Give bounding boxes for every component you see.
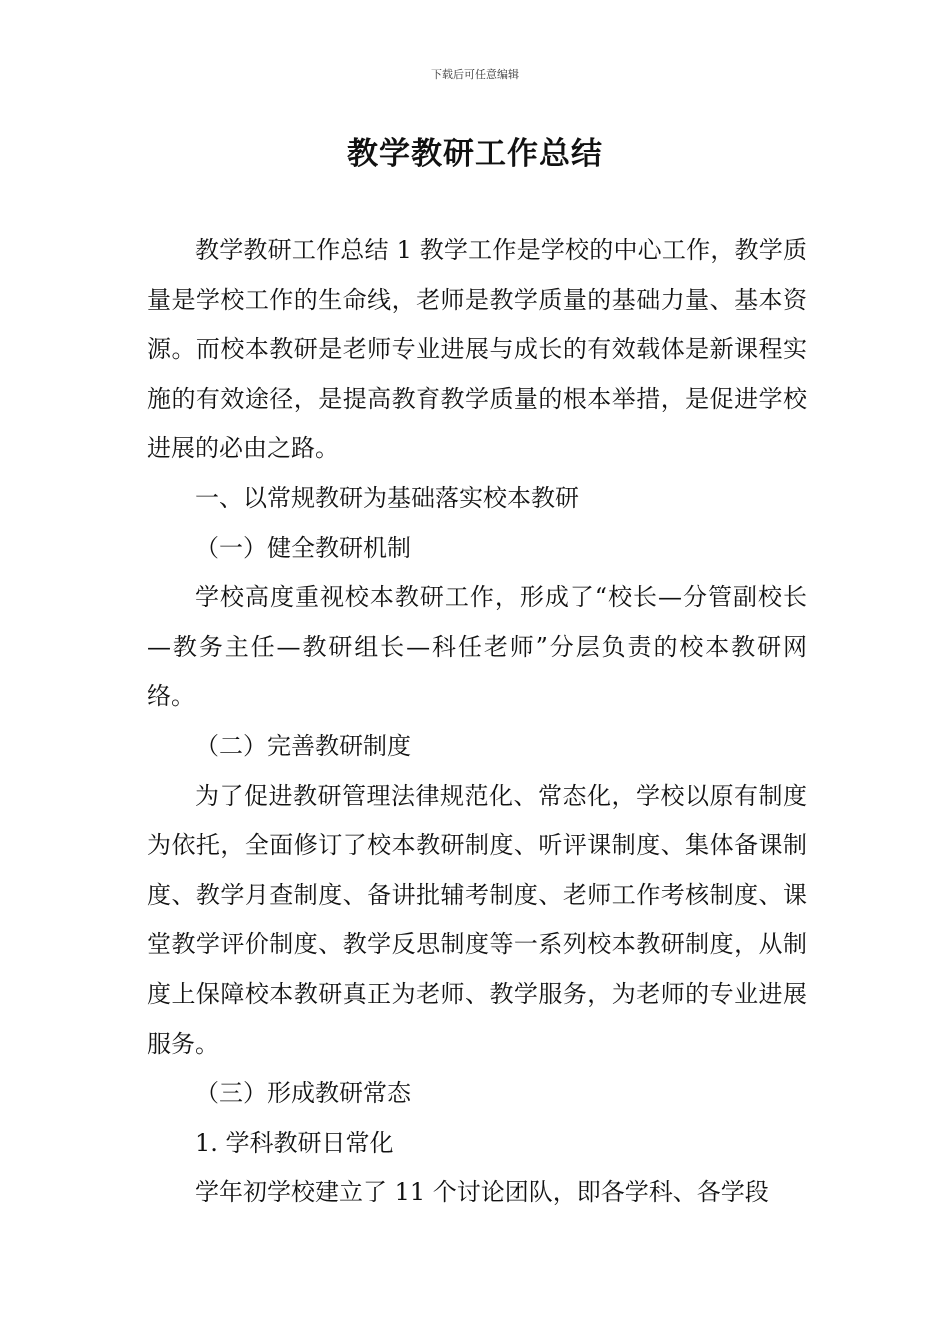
- paragraph-mechanism: 学校高度重视校本教研工作，形成了“校长—分管副校长—教务主任—教研组长—科任老师”分层负责的校本教研网络。: [147, 583, 807, 711]
- paragraph-intro: 教学教研工作总结 1 教学工作是学校的中心工作，教学质量是学校工作的生命线，老师是教学质量的基础力量、基本资源。而校本教研是老师专业进展与成长的有效载体是新课程实施的有效途径，是提高教育教学质量的根本举措，是促进学校进展的必由之路。: [147, 236, 807, 463]
- section-heading-1: 一、以常规教研为基础落实校本教研: [195, 483, 579, 512]
- paragraph-system: 为了促进教研管理法律规范化、常态化，学校以原有制度为依托，全面修订了校本教研制度、听评课制度、集体备课制度、教学月查制度、备讲批辅考制度、老师工作考核制度、课堂教学评价制度、教学反思制度等一系列校本教研制度，从制度上保障校本教研真正为老师、教学服务，为老师的专业进展服务。: [147, 781, 807, 1058]
- subsection-heading-2: （二）完善教研制度: [195, 731, 411, 760]
- numbered-heading-1: 1. 学科教研日常化: [195, 1128, 394, 1157]
- header-note: 下载后可任意编辑: [431, 68, 519, 81]
- paragraph-teams: 学年初学校建立了 11 个讨论团队，即各学科、各学段: [195, 1178, 769, 1207]
- document-body: [147, 226, 807, 1218]
- document-title: 教学教研工作总结: [347, 136, 603, 172]
- subsection-heading-3: （三）形成教研常态: [195, 1079, 411, 1108]
- subsection-heading-1: （一）健全教研机制: [195, 533, 411, 562]
